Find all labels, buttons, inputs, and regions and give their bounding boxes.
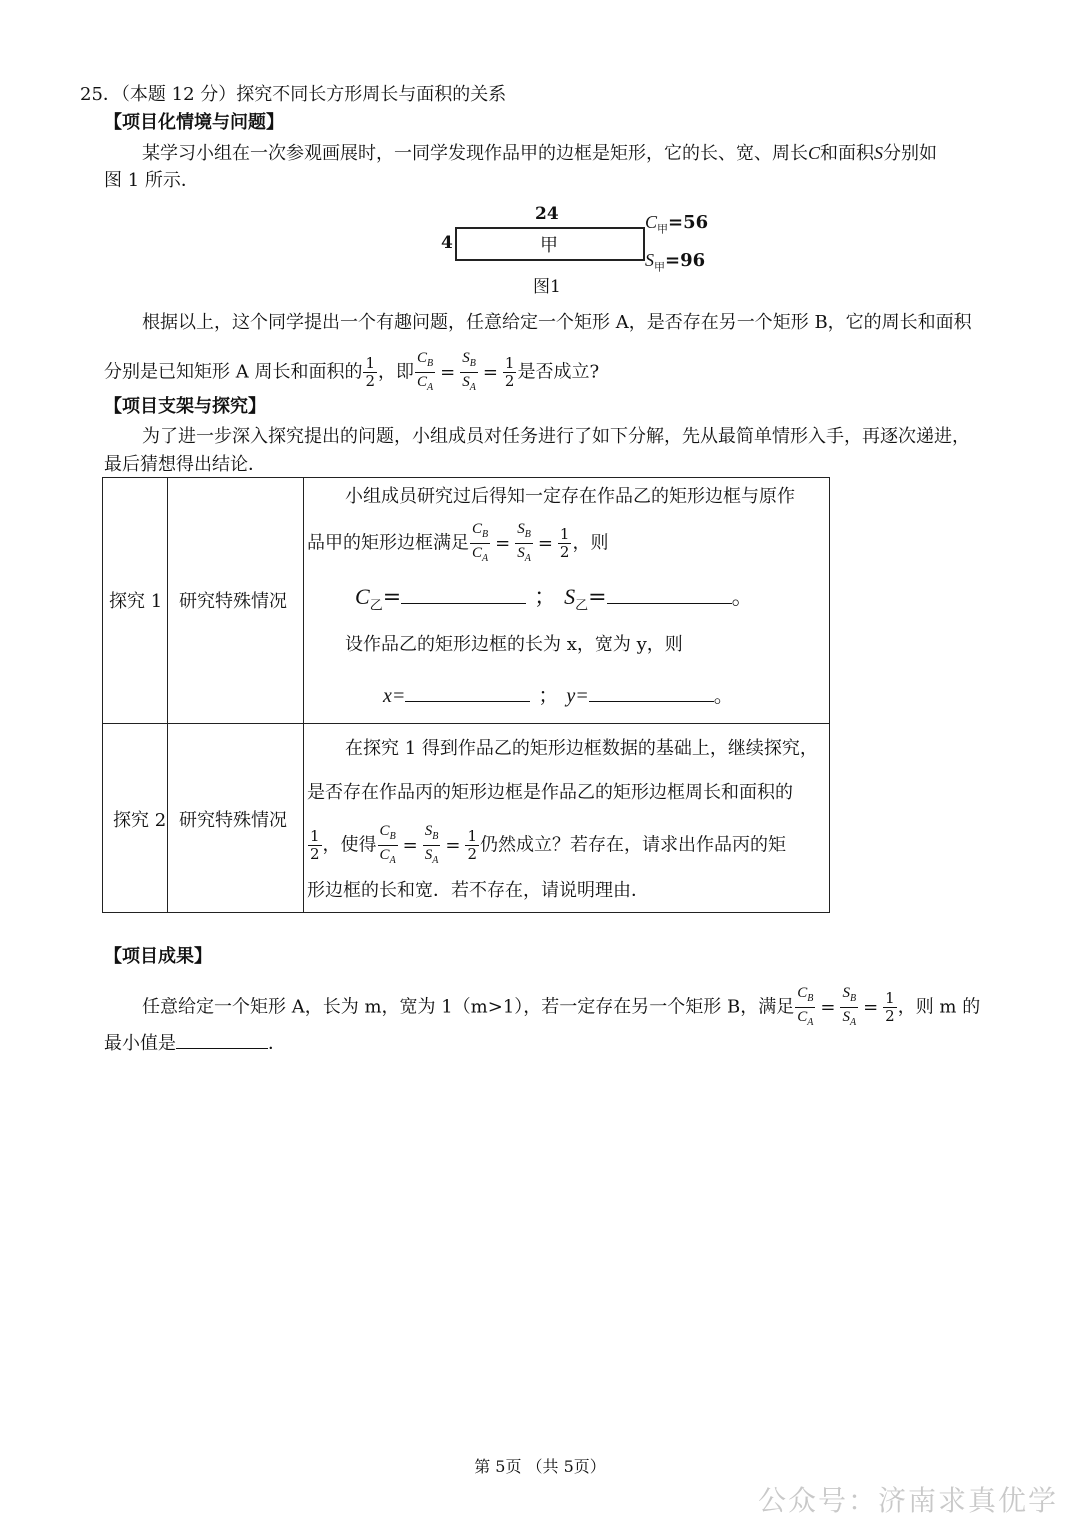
results-end: ． — [268, 1033, 286, 1054]
equals-sign: = — [863, 996, 879, 1018]
frac-num: 1 — [885, 989, 895, 1007]
frac-sub: A — [432, 855, 439, 866]
fraction-sb-sa — [515, 520, 533, 567]
frac-var: S — [462, 374, 470, 390]
results-text-c: 最小值是 — [104, 1033, 176, 1054]
figure-rect-label: 甲 — [540, 235, 558, 256]
row2-line-4: 形边框的长和宽．若不存在，请说明理由． — [307, 880, 649, 901]
fig-c-value: =56 — [668, 212, 709, 233]
row1-line-4: 设作品乙的矩形边框的长为 x，宽为 y，则 — [345, 634, 683, 655]
frac-var: C — [417, 350, 428, 366]
figure-width-label: 4 — [441, 233, 453, 253]
c-eq: = — [382, 585, 402, 610]
frac-den: 2 — [467, 845, 478, 863]
figure-length-label: 24 — [535, 204, 559, 224]
frac-sub: B — [469, 358, 476, 369]
frac-den: 2 — [559, 543, 570, 561]
fraction-one-half — [363, 355, 377, 390]
frac-num: 1 — [365, 354, 375, 372]
frac-var: C — [797, 985, 808, 1001]
row2-topic: 研究特殊情况 — [179, 810, 287, 831]
frac-den — [460, 373, 478, 396]
equals-sign: = — [402, 834, 418, 856]
fraction-cb-ca — [378, 822, 398, 869]
frac-num — [415, 349, 435, 373]
frac-sub: A — [427, 382, 434, 393]
frac-sub: B — [849, 993, 857, 1004]
equals-sign: = — [495, 532, 511, 554]
figure-perimeter-label — [645, 212, 708, 237]
var-c: C — [808, 143, 821, 163]
fraction-sb-sa — [840, 984, 858, 1031]
frac-sub: A — [482, 553, 489, 564]
separator: ； — [538, 683, 559, 707]
c-label: C — [355, 584, 370, 609]
para2-text-c: 是否成立? — [517, 361, 600, 383]
page-footer: 第 5页 （共 5页） — [474, 1457, 606, 1476]
frac-sub: B — [807, 993, 814, 1004]
results-line-2 — [104, 1030, 286, 1057]
x-answer-blank[interactable] — [405, 683, 530, 702]
frac-var: C — [472, 545, 483, 561]
s-yi-answer-blank[interactable] — [607, 585, 732, 604]
results-text-b: ，则 m 的 — [897, 996, 981, 1018]
c-yi-answer-blank[interactable] — [401, 585, 526, 604]
frac-den — [378, 846, 398, 869]
fraction-cb-ca — [470, 520, 490, 567]
frac-var: S — [462, 350, 470, 366]
section-title-context: 【项目化情境与问题】 — [104, 112, 284, 133]
frac-num — [460, 349, 478, 373]
frac-sub: A — [524, 553, 531, 564]
frac-den — [840, 1008, 858, 1031]
frac-var: C — [379, 847, 390, 863]
fraction-one-half — [465, 828, 479, 863]
frac-sub: B — [524, 529, 531, 540]
frac-num: 1 — [559, 525, 570, 543]
figure-area-label — [645, 250, 705, 275]
figure-caption: 图1 — [533, 277, 561, 297]
paragraph-3-line-1: 为了进一步深入探究提出的问题，小组成员对任务进行了如下分解，先从最简单情形入手，再逐次递进， — [142, 426, 970, 447]
y-answer-blank[interactable] — [589, 683, 714, 702]
frac-var: S — [842, 1009, 850, 1025]
frac-den: 2 — [310, 845, 320, 863]
frac-var: C — [379, 823, 390, 839]
row2-label: 探究 2 — [113, 810, 167, 831]
frac-var: S — [842, 985, 850, 1001]
fraction-sb-sa — [460, 349, 478, 396]
frac-num — [470, 520, 490, 544]
s-eq: = — [588, 585, 607, 610]
frac-den — [423, 846, 441, 869]
fraction-one-half — [308, 828, 322, 863]
table-divider — [167, 478, 168, 912]
row2-text-b: 仍然成立？若存在，请求出作品丙的矩 — [480, 834, 787, 856]
frac-num: 1 — [504, 354, 515, 372]
fraction-one-half — [503, 355, 517, 390]
frac-den — [470, 544, 490, 567]
frac-sub: A — [849, 1017, 857, 1028]
exploration-table — [102, 477, 830, 913]
y-label: y= — [566, 685, 589, 707]
fig-c: C — [645, 212, 658, 232]
watermark: 公众号：济南求真优学 — [757, 1484, 1058, 1517]
min-value-answer-blank[interactable] — [176, 1030, 268, 1049]
frac-sub: A — [469, 382, 476, 393]
fraction-cb-ca — [415, 349, 435, 396]
frac-den — [415, 373, 435, 396]
row1-line-2 — [307, 520, 608, 567]
frac-var: C — [472, 521, 483, 537]
row1-label: 探究 1 — [109, 591, 163, 612]
frac-sub: B — [432, 831, 439, 842]
paragraph-2-line-2 — [104, 349, 599, 396]
equals-sign: = — [537, 532, 553, 554]
row2-line-2: 是否存在作品丙的矩形边框是作品乙的矩形边框周长和面积的 — [307, 782, 793, 803]
frac-num — [423, 822, 441, 846]
fig-s-value: =96 — [665, 250, 706, 271]
frac-num — [515, 520, 533, 544]
frac-sub: B — [389, 831, 396, 842]
frac-sub: A — [389, 855, 396, 866]
row1-answer-line-cs — [355, 582, 754, 621]
table-divider — [303, 478, 304, 912]
fraction-one-half — [558, 526, 572, 561]
para1-text-b: 和面积 — [820, 143, 875, 164]
fraction-sb-sa — [423, 822, 441, 869]
frac-sub: B — [482, 529, 489, 540]
frac-num: 1 — [467, 827, 478, 845]
equals-sign: = — [440, 361, 456, 383]
results-line-1 — [142, 984, 980, 1031]
table-row-divider — [103, 723, 829, 724]
frac-var: C — [797, 1009, 808, 1025]
row2-line-1: 在探究 1 得到作品乙的矩形边框数据的基础上，继续探究， — [345, 738, 818, 759]
frac-num — [840, 984, 858, 1008]
paragraph-2-line-1: 根据以上，这个同学提出一个有趣问题，任意给定一个矩形 A，是否存在另一个矩形 B，它的周长和面积 — [142, 312, 972, 333]
results-text-a: 任意给定一个矩形 A，长为 m，宽为 1（m>1），若一定存在另一个矩形 B，满足 — [142, 996, 795, 1018]
row1-line-1: 小组成员研究过后得知一定存在作品乙的矩形边框与原作 — [345, 486, 795, 507]
frac-den — [515, 544, 533, 567]
frac-sub: B — [427, 358, 434, 369]
row1-answer-line-xy — [383, 682, 734, 709]
frac-var: S — [424, 823, 433, 839]
separator: ； — [534, 585, 557, 610]
equals-sign: = — [820, 996, 836, 1018]
equals-sign: = — [445, 834, 461, 856]
fig-s: S — [645, 250, 654, 270]
section-title-scaffold: 【项目支架与探究】 — [104, 396, 266, 417]
frac-num — [378, 822, 398, 846]
question-number: 25．（本题 12 分）探究不同长方形周长与面积的关系 — [80, 84, 507, 105]
fig-c-sub: 甲 — [657, 222, 669, 236]
var-s: S — [874, 143, 884, 163]
end-mark: 。 — [713, 683, 734, 707]
frac-den: 2 — [365, 372, 375, 390]
frac-den — [795, 1008, 815, 1031]
frac-den: 2 — [504, 372, 515, 390]
para1-text-a: 某学习小组在一次参观画展时，一同学发现作品甲的边框是矩形，它的长、宽、周长 — [142, 143, 808, 164]
frac-var: S — [424, 847, 433, 863]
row1-text-a: 品甲的矩形边框满足 — [307, 532, 469, 554]
paragraph-1-line-1 — [142, 140, 937, 167]
c-sub: 乙 — [369, 598, 383, 614]
frac-num — [795, 984, 815, 1008]
frac-num: 1 — [310, 827, 320, 845]
row1-topic: 研究特殊情况 — [179, 591, 287, 612]
frac-den: 2 — [885, 1007, 895, 1025]
row2-line-3 — [307, 822, 786, 869]
fig-s-sub: 甲 — [654, 260, 665, 274]
frac-sub: A — [807, 1017, 814, 1028]
fraction-cb-ca — [795, 984, 815, 1031]
frac-var: S — [517, 521, 525, 537]
paragraph-1-line-2: 图 1 所示． — [104, 170, 199, 191]
frac-var: C — [417, 374, 428, 390]
row2-text-a: ，使得 — [322, 834, 377, 856]
s-sub: 乙 — [575, 598, 589, 614]
equals-sign: = — [482, 361, 498, 383]
para1-text-c: 分别如 — [883, 143, 938, 164]
x-label: x= — [383, 685, 406, 707]
s-label: S — [564, 584, 576, 609]
para2-text-b: ，即 — [378, 361, 414, 383]
para2-text-a: 分别是已知矩形 A 周长和面积的 — [104, 361, 363, 383]
frac-var: S — [517, 545, 525, 561]
end-mark: 。 — [731, 585, 754, 610]
fraction-one-half — [883, 990, 897, 1025]
paragraph-3-line-2: 最后猜想得出结论． — [104, 454, 266, 475]
row1-text-b: ，则 — [572, 532, 609, 554]
section-title-results: 【项目成果】 — [104, 946, 212, 967]
